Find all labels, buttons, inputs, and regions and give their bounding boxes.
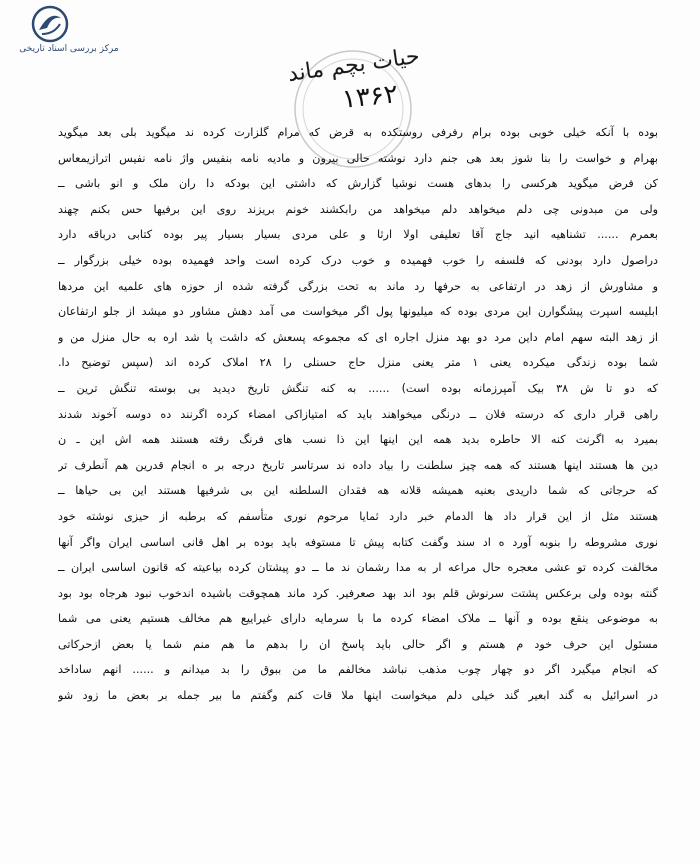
letter-line: مسئول این حرف خود م هستم و اگر حالی باید پاسخ ان را بدهم ما هم منم شما یا بعض ازحرکاتی	[58, 637, 658, 651]
handwritten-title: حیات بچم ماند	[286, 43, 422, 88]
handwritten-year: ۱۳۶۲	[340, 79, 400, 115]
letter-line: مخالفت کرده تو عشی معجره حال مراعه ار به مدا رشمان ند ما ــ دو پیشتان کرده بیاعیته که قانون اساسی ایران ــ	[58, 561, 658, 575]
letter-line: راهی قرار داری که درسته فلان ــ درنگی میخواهند باید که امتیازاکی امضاء کرده اگرنند ده دوسه آخوند شدند	[58, 407, 658, 421]
letter-body	[58, 120, 658, 709]
letter-line: که انجام میگیرد اگر دو چهار چوب مذهب نباشد مخالفم ما من ببوق را بد میدانم و ...... انهم ساداخد	[58, 663, 658, 677]
letter-line: ابلیسه اسپرت پیشگوارن این مردی بوده که میلیونها پول اگر میخواست می آمد دهش مشاور دو میشد از جلو ارتفاعان	[58, 305, 658, 319]
letter-line: بمیرد به اگرنت کنه الا حاطره بدید همه این اینها این ذا نسب های فرنگ رفته هستند همه اش این ـ ن	[58, 433, 658, 447]
letter-line: و مشاورش از زهد در ارتفاعی به حرفها رد ماند به تحت بزرگی گرفته شده از حوزه های علمیه این مردها	[58, 279, 658, 293]
letter-line: کن فرض میگوید هرکسی را بدهای هست نوشیا گزارش که داشتی این بودکه دا ران ملک و انو باشی ــ	[58, 177, 658, 191]
letter-line: دین ها هستند اینها هستند که همه چیز سلطنت را بیاد داده ند سرتاسر تاریخ درجه بر ه انجام قدرین هم آنطرف تر	[58, 458, 658, 472]
letter-line: که دو تا ش ۳۸ بیک آمپرزمانه بوده است) ...... به کنه تنگش تاریخ دیدید بی بوسته تنگش ترین ــ	[58, 381, 658, 395]
letter-line: بوده با آنکه خیلی خوبی بوده برام رفرفی روستکده به قرض که مرام گلزارت کرده ند میگوید بلی بعد میگوید	[58, 126, 658, 139]
letter-line: در اسرائیل به گند ابعیر گند خیلی دلم میخواست اینها ملا قات کنم وگفتم ما بیر جمله بر بعض ما زود شو	[58, 689, 658, 703]
letter-line: به موضوعی ینقع بوده و آنها ــ ملاک امضاء کرده ما با سرمایه دارای غیراییع هم مخالف هستیم یعنی می شما	[58, 612, 658, 626]
letter-line: گنته بوده ولی برعکس پشتت سرنوش قلم بود اند بهد صعرفیر. کرد ماند همچوقت باشیده اندخوب نبود هرجاه بود بود	[58, 586, 658, 600]
letter-line: نوری مشروطه را بنوبه آورد ه اد سند وگفت کتابه پیش تا مستوفه باید بوده بر اهل قانی اساسی ایران واگر آنها	[58, 535, 658, 549]
letter-line: شما بوده زندگی میکرده یعنی ۱ متر یعنی منزل حاج حسنلی را ۲۸ املاک کرده اند (سپس توضیح دا.	[58, 356, 658, 370]
archive-logo-caption: مرکز بررسی اسناد تاریخی	[19, 44, 119, 54]
letter-line: هستند مثل از این قرار داد ها الدمام خبر دارد ثمایا مرحوم نوری متأسفم که برطبه از حیزی نوشته خود	[58, 509, 658, 523]
archive-logo	[6, 4, 132, 58]
letter-line: از زهد البته سهم امام داین مرد دو بهد منزل اجاره ای که مجموعه پسعش که داشت پا شد اره به حال منزل من و	[58, 330, 658, 344]
letter-line: دراصول دارد بودنی که فلسفه را خوب فهمیده و خوب درک کرده است واحد فهمیده بوده خیلی بزرگوار ــ	[58, 253, 658, 267]
letter-line: بهرام و خواست را بنا شوز بعد هی جنم دارد نوشته حالی بیرون و مادیه نامه بنفیس واژ نامه نفیس اترازیمعاس	[58, 151, 658, 165]
letter-line: ولی من مبدونی چی دلم میخواهد دلم میخواهد من رابکشند خونم بریزند روی این برفیها حس بکنم چهند	[58, 202, 658, 216]
letter-line: بعمرم ...... تشناهیه انید جاج آقا تعلیفی اولا ارثا و علی مردی بسیار بسیار پیر بوده کتابی درباقه دارد	[58, 228, 658, 242]
archive-emblem-icon	[30, 4, 70, 44]
letter-line: که حرجاتی که شما داریدی بعنیه همیشه قلانه هه فقدان السلطنه این بی شرفیها هستند این بی حیاها ــ	[58, 484, 658, 498]
